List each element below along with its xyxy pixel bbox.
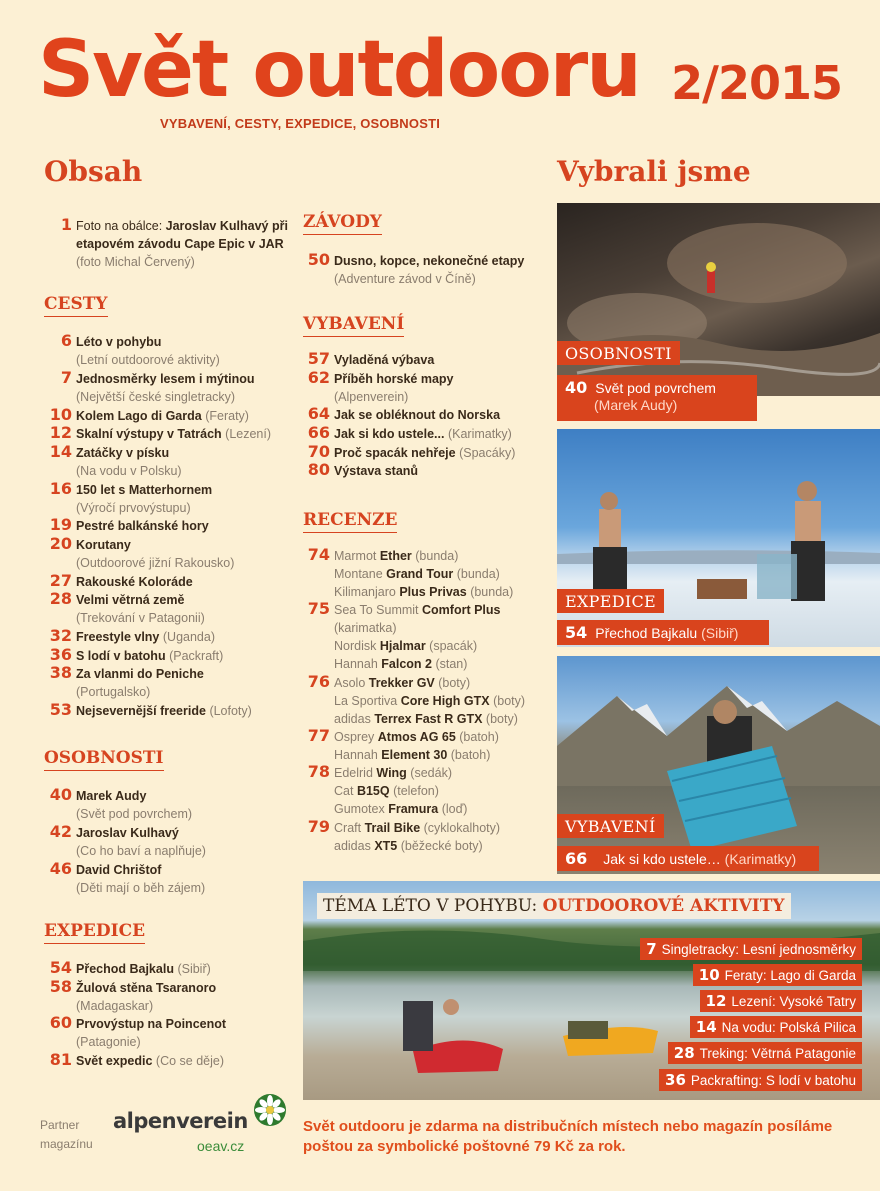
cover-entry[interactable] [60, 215, 288, 271]
cover-subject: Jaroslav Kulhavý při etapovém závodu Cape Epic v JAR [76, 219, 288, 251]
entry-sub: (Sibiř) [177, 962, 211, 976]
contents-heading: Obsah [44, 155, 143, 188]
entry-sub: (Patagonie) [76, 1035, 141, 1050]
review-line [334, 728, 554, 746]
review-brand: Montane [334, 567, 387, 581]
entry-title [76, 591, 306, 609]
tema-item-0[interactable] [640, 938, 862, 960]
review-line [334, 837, 554, 855]
tema-item-text: Feraty: Lago di Garda [724, 968, 856, 983]
entry-title [76, 647, 306, 665]
entry-sub: (Outdoorové jižní Rakousko) [76, 556, 235, 570]
entry-vybaveni-2[interactable] [307, 404, 554, 424]
review-type: (běžecké boty) [397, 838, 483, 853]
review-model: Wing [376, 766, 407, 781]
entry-title [76, 370, 306, 388]
entry-cesty-2[interactable] [49, 404, 306, 425]
review-model: Grand Tour [386, 567, 454, 581]
entry-sub: (Uganda) [162, 630, 215, 645]
entry-vybaveni-4[interactable] [307, 441, 554, 462]
entry-title-text: Freestyle vlny [76, 630, 160, 645]
entry-sub: (Madagaskar) [76, 998, 154, 1013]
review-line [334, 800, 554, 818]
entry-title [76, 573, 306, 591]
review-model: B15Q [356, 784, 390, 799]
review-num: 78 [307, 762, 330, 782]
entry-num: 12 [49, 423, 72, 443]
entry-cesty-4[interactable] [49, 441, 306, 480]
entry-title-text: Prvovýstup na Poincenot [76, 1017, 227, 1032]
entry-title [76, 665, 306, 683]
tema-item-5[interactable] [659, 1069, 862, 1091]
cave-illustration [557, 203, 880, 396]
photo-cave [557, 203, 880, 396]
magazine-title: Svět outdooru [38, 25, 640, 115]
tema-item-num: 10 [698, 966, 720, 984]
pick-sub-1: (Sibiř) [701, 625, 739, 641]
entry-vybaveni-5[interactable] [307, 460, 554, 480]
pick-label-2: VYBAVENÍ [557, 814, 664, 838]
entry-sub: (Feraty) [205, 408, 249, 423]
entry-num: 54 [49, 958, 72, 977]
entry-num: 16 [49, 478, 72, 498]
entry-cesty-13[interactable] [49, 700, 306, 720]
entry-title [76, 444, 306, 462]
entry-num: 57 [307, 349, 330, 368]
entry-num: 42 [49, 821, 72, 841]
entry-num: 58 [49, 976, 72, 996]
review-type: (batoh) [455, 730, 499, 744]
entry-title [76, 861, 306, 879]
entry-num: 20 [49, 534, 72, 553]
review-line [334, 619, 554, 637]
review-group-1[interactable] [307, 599, 554, 673]
review-line [334, 692, 554, 710]
entry-cesty-3[interactable] [49, 423, 306, 443]
photo-baikal [557, 429, 880, 647]
pick-num-0: 40 [565, 378, 588, 397]
review-type: (boty) [482, 711, 518, 726]
entry-title-text: Nejsevernější freeride [76, 704, 206, 719]
tema-item-num: 36 [665, 1071, 686, 1089]
review-type: (boty) [434, 675, 471, 690]
entry-title [76, 1015, 306, 1033]
pick-title-1: Přechod Bajkalu [595, 625, 698, 641]
tema-item-num: 7 [646, 940, 657, 958]
entry-title-text: Svět expedic [76, 1054, 153, 1069]
entry-sub: (Výročí prvovýstupu) [76, 500, 191, 515]
entry-title-text: Pestré balkánské hory [76, 519, 209, 534]
entry-num: 80 [307, 460, 330, 480]
entry-num: 27 [49, 570, 72, 590]
entry-sub: (Na vodu v Polsku) [76, 463, 182, 478]
review-line [334, 764, 554, 782]
entry-title-text: Zatáčky v písku [76, 445, 170, 460]
tema-title-prefix: TÉMA LÉTO V POHYBU: [323, 896, 543, 916]
entry-vybaveni-1[interactable] [307, 367, 554, 406]
entry-zavody-0[interactable] [307, 250, 554, 288]
pick-label-1: EXPEDICE [557, 589, 664, 613]
entry-num: 50 [307, 250, 330, 269]
review-model: Core High GTX [400, 693, 490, 708]
tema-item-num: 14 [695, 1018, 717, 1036]
entry-osobnosti-2[interactable] [49, 858, 306, 897]
baikal-illustration [557, 429, 880, 647]
review-line [334, 583, 554, 601]
tema-item-text: Treking: Větrná Patagonie [699, 1046, 856, 1061]
entry-sub: (Lezení) [225, 427, 272, 442]
tema-item-3[interactable] [690, 1016, 862, 1038]
entry-cesty-6[interactable] [49, 515, 306, 535]
partner-label [40, 1116, 93, 1154]
entry-title-text: Skalní výstupy v Tatrách [76, 427, 222, 442]
review-brand: Nordisk [334, 639, 380, 654]
section-osobnosti: OSOBNOSTI [44, 748, 164, 771]
entry-cesty-12[interactable] [49, 663, 306, 701]
tema-box [303, 881, 880, 1100]
tema-item-4[interactable] [668, 1042, 862, 1064]
entry-cesty-11[interactable] [49, 644, 306, 665]
review-brand: adidas [334, 838, 375, 853]
review-model: Terrex Fast R GTX [374, 711, 483, 726]
review-type: (loď) [438, 802, 468, 817]
pick-sub-0: (Marek Audy) [594, 397, 678, 413]
review-type: (boty) [489, 693, 526, 708]
pick-sub-2: (Karimatky) [724, 851, 797, 867]
pick-caption-0[interactable] [557, 375, 757, 421]
review-group-2[interactable] [307, 671, 554, 728]
review-group-5[interactable] [307, 816, 554, 855]
review-brand: Asolo [334, 675, 369, 690]
entry-title-text: Velmi větrná země [76, 593, 185, 608]
entry-cesty-1[interactable] [60, 367, 306, 406]
entry-cesty-7[interactable] [49, 534, 306, 572]
partner-url[interactable]: oeav.cz [197, 1138, 245, 1154]
entry-sub: (Děti mají o běh zájem) [76, 880, 206, 895]
entry-title [334, 370, 554, 388]
review-model: Framura [388, 802, 439, 817]
pick-title-2: Jak si kdo ustele… [603, 851, 721, 867]
review-brand: Sea To Summit [334, 603, 423, 618]
entry-title-text: 150 let s Matterhornem [76, 482, 213, 497]
pick-num-2: 66 [565, 849, 588, 868]
entry-cesty-0[interactable] [60, 331, 306, 369]
review-model: Trail Bike [364, 820, 421, 835]
tema-item-text: Na vodu: Polská Pilica [721, 1020, 856, 1035]
entry-num: 28 [49, 589, 72, 609]
entry-num: 32 [49, 626, 72, 646]
entry-title-text: Jednosměrky lesem i mýtinou [76, 371, 255, 386]
entry-sub: (Největší české singletracky) [76, 389, 236, 404]
review-brand: Kilimanjaro [334, 585, 400, 599]
review-num: 76 [307, 671, 330, 691]
entry-num: 60 [49, 1013, 72, 1033]
issue-number: 2/2015 [671, 56, 842, 110]
review-type: (cyklokalhoty) [420, 820, 501, 835]
pick-title-0: Svět pod povrchem [595, 380, 716, 396]
pick-caption-2[interactable] [557, 846, 819, 871]
entry-title-text: Rakouské Koloráde [76, 574, 193, 589]
entry-cesty-9[interactable] [49, 589, 306, 627]
cover-num: 1 [60, 215, 72, 234]
review-model: Ether [379, 549, 412, 563]
entry-sub: (Alpenverein) [334, 389, 409, 404]
section-vybaveni: VYBAVENÍ [303, 314, 404, 337]
entry-expedice-1[interactable] [49, 976, 306, 1015]
review-brand: La Sportiva [334, 693, 401, 708]
entry-osobnosti-0[interactable] [49, 785, 306, 823]
review-type: (telefon) [389, 784, 439, 799]
review-line [334, 674, 554, 692]
cover-intro: Foto na obálce: [76, 219, 166, 233]
picks-heading: Vybrali jsme [557, 155, 751, 188]
review-brand: Hannah [334, 657, 382, 672]
review-type: (sedák) [406, 766, 452, 781]
entry-osobnosti-1[interactable] [49, 821, 306, 860]
tema-title [317, 893, 791, 919]
review-line [334, 565, 554, 583]
pick-caption-1[interactable] [557, 620, 769, 645]
review-type: (bunda) [453, 567, 500, 581]
entry-sub: (Spacáky) [459, 445, 516, 460]
partner-line2: magazínu [40, 1137, 93, 1151]
review-type: (stan) [431, 657, 468, 672]
tema-item-2[interactable] [700, 990, 862, 1012]
entry-title-text: Proč spacák nehřeje [334, 445, 456, 460]
entry-title-text: Kolem Lago di Garda [76, 408, 202, 423]
review-group-0[interactable] [307, 545, 554, 601]
review-line [334, 746, 554, 764]
entry-title [76, 517, 306, 535]
review-type: (spacák) [425, 639, 478, 654]
review-brand: Osprey [334, 730, 378, 744]
review-model: Comfort Plus [422, 603, 501, 618]
review-num: 79 [307, 816, 330, 836]
review-brand: Edelrid [334, 766, 377, 781]
entry-sub: (Svět pod povrchem) [76, 807, 193, 821]
entry-num: 70 [307, 441, 330, 461]
entry-title [76, 824, 306, 842]
entry-title [76, 1052, 306, 1070]
entry-num: 81 [49, 1050, 72, 1070]
review-model: Atmos AG 65 [377, 730, 456, 744]
entry-title-text: Jak se obléknout do Norska [334, 408, 501, 423]
entry-title-text: Příběh horské mapy [334, 371, 454, 386]
entry-sub: (Co se děje) [155, 1054, 225, 1069]
entry-title [76, 979, 306, 997]
review-brand: adidas [334, 711, 375, 726]
entry-expedice-0[interactable] [49, 958, 306, 978]
review-brand: Marmot [334, 549, 380, 563]
entry-title-text: Přechod Bajkalu [76, 962, 174, 976]
masthead [38, 25, 640, 115]
cover-credit: (foto Michal Červený) [76, 255, 195, 269]
entry-expedice-2[interactable] [49, 1013, 306, 1051]
review-num: 74 [307, 545, 330, 564]
tema-title-highlight: OUTDOOROVÉ AKTIVITY [542, 896, 785, 916]
footer-note: Svět outdooru je zdarma na distribučních místech nebo magazín posíláme poštou za symbolické poštovné 79 Kč za rok. [303, 1118, 833, 1155]
review-type: (bunda) [466, 585, 514, 599]
entry-title [334, 406, 554, 424]
review-brand: Cat [334, 784, 357, 799]
entry-sub: (Karimatky) [447, 427, 512, 441]
review-line [334, 547, 554, 565]
entry-title-text: Výstava stanů [334, 464, 419, 479]
entry-title [334, 444, 554, 462]
entry-vybaveni-3[interactable] [307, 423, 554, 443]
entry-vybaveni-0[interactable] [307, 349, 554, 369]
review-line [334, 819, 554, 837]
entry-num: 7 [60, 367, 72, 387]
entry-title-text: Žulová stěna Tsaranoro [76, 980, 217, 995]
section-recenze: RECENZE [303, 510, 397, 533]
entry-title-text: Léto v pohybu [76, 335, 162, 349]
review-model: Falcon 2 [381, 657, 432, 672]
review-line [334, 710, 554, 728]
review-model: Trekker GV [368, 675, 435, 690]
entry-sub: (Trekování v Patagonii) [76, 611, 205, 626]
review-group-3[interactable] [307, 726, 554, 764]
entry-title [76, 425, 306, 443]
magazine-subtitle: VYBAVENÍ, CESTY, EXPEDICE, OSOBNOSTI [160, 116, 441, 131]
entry-title-text: Jaroslav Kulhavý [76, 825, 179, 840]
entry-num: 6 [60, 331, 72, 350]
tema-item-text: Packrafting: S lodí v batohu [690, 1073, 856, 1088]
tema-item-1[interactable] [693, 964, 862, 986]
entry-title-text: Dusno, kopce, nekonečné etapy [334, 254, 525, 268]
entry-title-text: Korutany [76, 538, 131, 552]
entry-sub: (Letní outdoorové aktivity) [76, 353, 220, 367]
pick-label-0: OSOBNOSTI [557, 341, 680, 365]
alpenverein-logo[interactable]: alpenverein [113, 1109, 248, 1133]
photo-mat [557, 656, 880, 874]
entry-num: 19 [49, 515, 72, 535]
review-brand: Craft [334, 820, 365, 835]
review-type: (bunda) [411, 549, 459, 563]
entry-num: 14 [49, 441, 72, 461]
review-num: 75 [307, 599, 330, 619]
review-model: Element 30 [381, 748, 448, 762]
review-line [334, 782, 554, 800]
pick-num-1: 54 [565, 623, 588, 642]
entry-title [76, 628, 306, 646]
entry-title [76, 481, 306, 499]
entry-title-text: Vyladěná výbava [334, 353, 435, 367]
review-line [334, 655, 554, 673]
section-zavody: ZÁVODY [303, 212, 382, 235]
entry-cesty-10[interactable] [49, 626, 306, 646]
edelweiss-icon [253, 1093, 287, 1127]
review-line [334, 637, 554, 655]
review-brand: Hannah [334, 748, 382, 762]
entry-title [334, 425, 554, 443]
entry-title [76, 333, 306, 351]
entry-num: 36 [49, 644, 72, 664]
partner-line1: Partner [40, 1118, 80, 1132]
entry-sub: (Portugalsko) [76, 685, 151, 700]
review-brand: (karimatka) [334, 621, 397, 636]
review-num: 77 [307, 726, 330, 745]
review-group-4[interactable] [307, 762, 554, 818]
entry-num: 64 [307, 404, 330, 424]
entry-sub: (Lofoty) [209, 704, 252, 719]
entry-title-text: David Chrištof [76, 862, 162, 877]
entry-num: 40 [49, 785, 72, 804]
entry-title [76, 536, 306, 554]
entry-sub: (Packraft) [169, 648, 224, 663]
entry-cesty-5[interactable] [49, 478, 306, 517]
tema-item-num: 12 [705, 992, 727, 1010]
review-model: Hjalmar [379, 639, 426, 654]
entry-title-text: S lodí v batohu [76, 648, 166, 663]
entry-title [334, 252, 554, 270]
review-brand: Gumotex [334, 802, 389, 817]
entry-num: 62 [307, 367, 330, 387]
entry-sub: (Adventure závod v Číně) [334, 272, 476, 286]
entry-num: 38 [49, 663, 72, 683]
entry-num: 46 [49, 858, 72, 878]
entry-title-text: Za vlanmi do Peniche [76, 667, 204, 682]
entry-title [76, 702, 306, 720]
tema-item-text: Singletracky: Lesní jednosměrky [661, 942, 856, 957]
tema-item-num: 28 [673, 1044, 695, 1062]
review-model: XT5 [374, 838, 398, 853]
entry-title [334, 351, 554, 369]
entry-sub: (Co ho baví a naplňuje) [76, 843, 206, 858]
entry-title-text: Marek Audy [76, 789, 147, 803]
cover-text [76, 217, 288, 271]
mat-illustration [557, 656, 880, 874]
entry-num: 66 [307, 423, 330, 442]
entry-title-text: Jak si kdo ustele... [334, 427, 445, 441]
entry-expedice-3[interactable] [49, 1050, 306, 1070]
review-type: (batoh) [447, 748, 491, 762]
tema-item-text: Lezení: Vysoké Tatry [731, 994, 856, 1009]
entry-title [334, 462, 554, 480]
section-expedice: EXPEDICE [44, 921, 145, 944]
entry-num: 10 [49, 404, 72, 424]
review-model: Plus Privas [399, 585, 467, 599]
review-line [334, 601, 554, 619]
entry-title [76, 407, 306, 425]
entry-cesty-8[interactable] [49, 570, 306, 591]
entry-title [76, 787, 306, 805]
section-cesty: CESTY [44, 294, 108, 317]
entry-num: 53 [49, 700, 72, 720]
entry-title [76, 960, 306, 978]
